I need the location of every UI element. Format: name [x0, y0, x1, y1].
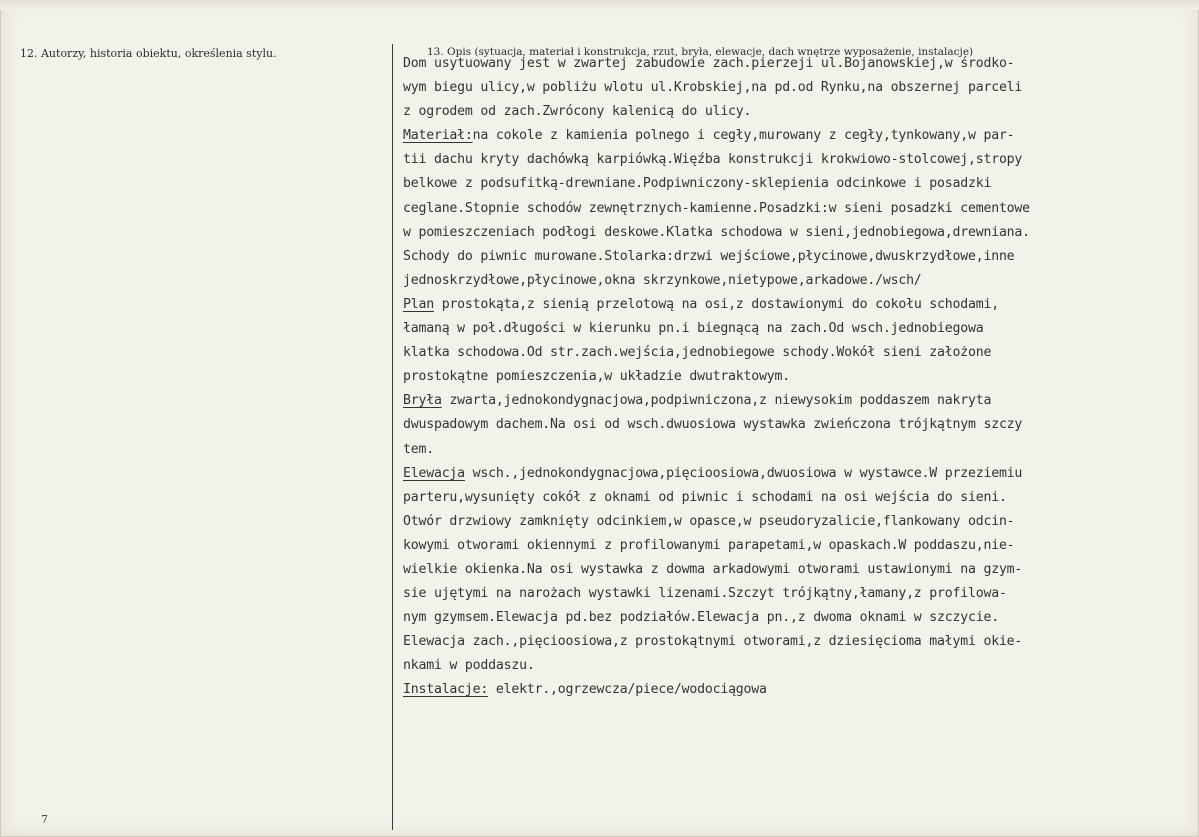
- description-line: [403, 197, 1188, 221]
- line-text: wsch.,jednokondygnacjowa,pięcioosiowa,dwuosiowa w wystawce.W przeziemiu: [464, 465, 1023, 481]
- description-line: [403, 100, 1188, 124]
- section-12-header: 12. Autorzy, historia obiektu, określenia stylu.: [20, 47, 277, 60]
- line-text: tii dachu kryty dachówką karpiówką.Więźba konstrukcji krokwiowo-stolcowej,stropy: [403, 152, 1023, 168]
- description-line: [403, 606, 1188, 630]
- description-text: [403, 52, 1188, 703]
- line-text: Elewacja zach.,pięcioosiowa,z prostokątnymi otworami,z dziesięcioma małymi okie-: [403, 634, 1023, 650]
- description-line: [403, 438, 1188, 462]
- description-line: [403, 76, 1188, 100]
- line-text: kowymi otworami okiennymi z profilowanymi parapetami,w opaskach.W poddaszu,nie-: [403, 537, 1015, 553]
- description-line: [403, 558, 1188, 582]
- description-line: [403, 582, 1188, 606]
- line-text: parteru,wysunięty cokół z oknami od piwnic i schodami na osi wejścia do sieni.: [403, 489, 1007, 505]
- section-13-header: 13. Opis (sytuacja, materiał i konstrukcja, rzut, bryła, elewacje, dach wnętrze wyposażenie, instalacje): [427, 46, 974, 58]
- description-line: [403, 510, 1188, 534]
- description-line: [403, 148, 1188, 172]
- line-text: wielkie okienka.Na osi wystawka z dowma arkadowymi otworami ustawionymi na gzym-: [403, 561, 1023, 577]
- line-text: Schody do piwnic murowane.Stolarka:drzwi wejściowe,płycinowe,dwuskrzydłowe,inne: [403, 248, 1015, 264]
- line-text: jednoskrzydłowe,płycinowe,okna skrzynkowe,nietypowe,arkadowe./wsch/: [403, 272, 922, 288]
- line-text: elektr.,ogrzewcza/piece/wodociągowa: [488, 682, 767, 698]
- description-line: [403, 221, 1188, 245]
- description-line: [403, 124, 1188, 148]
- corner-mark: 7: [41, 813, 48, 826]
- section-keyword: Bryła: [403, 393, 442, 409]
- description-line: [403, 534, 1188, 558]
- description-line: [403, 413, 1188, 437]
- column-divider: [392, 44, 393, 830]
- line-text: łamaną w poł.długości w kierunku pn.i biegnącą na zach.Od wsch.jednobiegowa: [403, 321, 984, 337]
- line-text: prostokątne pomieszczenia,w układzie dwutraktowym.: [403, 369, 790, 385]
- description-line: [403, 678, 1188, 702]
- section-keyword: Elewacja: [403, 465, 465, 481]
- description-line: [403, 317, 1188, 341]
- line-text: na cokole z kamienia polnego i cegły,murowany z cegły,tynkowany,w par-: [472, 128, 1015, 144]
- line-text: Otwór drzwiowy zamknięty odcinkiem,w opasce,w pseudoryzalicie,flankowany odcin-: [403, 513, 1015, 529]
- line-text: nkami w poddaszu.: [403, 658, 535, 674]
- description-line: [403, 654, 1188, 678]
- line-text: prostokąta,z sienią przelotową na osi,z dostawionymi do cokołu schodami,: [433, 296, 999, 312]
- line-text: nym gzymsem.Elewacja pd.bez podziałów.Elewacja pn.,z dwoma oknami w szczycie.: [403, 610, 999, 626]
- description-line: [403, 389, 1188, 413]
- section-keyword: Plan: [403, 296, 434, 312]
- line-text: belkowe z podsufitką-drewniane.Podpiwniczony-sklepienia odcinkowe i posadzki: [403, 176, 992, 192]
- line-text: sie ujętymi na narożach wystawki lizenami.Szczyt trójkątny,łamany,z profilowa-: [403, 586, 1007, 602]
- line-text: dwuspadowym dachem.Na osi od wsch.dwuosiowa wystawka zwieńczona trójkątnym szczy: [403, 417, 1023, 433]
- line-text: zwarta,jednokondygnacjowa,podpiwniczona,z niewysokim poddaszem nakryta: [441, 393, 992, 409]
- section-keyword: Materiał:: [403, 128, 473, 144]
- line-text: tem.: [403, 441, 434, 457]
- line-text: klatka schodowa.Od str.zach.wejścia,jednobiegowe schody.Wokół sieni założone: [403, 345, 992, 361]
- description-line: [403, 245, 1188, 269]
- description-line: [403, 341, 1188, 365]
- line-text: z ogrodem od zach.Zwrócony kalenicą do ulicy.: [403, 104, 752, 120]
- description-line: [403, 269, 1188, 293]
- description-line: [403, 462, 1188, 486]
- description-line: [403, 293, 1188, 317]
- line-text: w pomieszczeniach podłogi deskowe.Klatka schodowa w sieni,jednobiegowa,drewniana.: [403, 224, 1030, 240]
- section-keyword: Instalacje:: [403, 682, 489, 698]
- description-line: [403, 52, 1188, 76]
- card-top-edge: [0, 0, 1199, 10]
- description-line: [403, 486, 1188, 510]
- line-text: wym biegu ulicy,w pobliżu wlotu ul.Krobskiej,na pd.od Rynku,na obszernej parceli: [403, 80, 1023, 96]
- description-line: [403, 365, 1188, 389]
- line-text: Dom usytuowany jest w zwartej zabudowie zach.pierzeji ul.Bojanowskiej,w środko-: [403, 56, 1015, 71]
- description-line: [403, 630, 1188, 654]
- description-line: [403, 172, 1188, 196]
- line-text: ceglane.Stopnie schodów zewnętrznych-kamienne.Posadzki:w sieni posadzki cementowe: [403, 200, 1030, 216]
